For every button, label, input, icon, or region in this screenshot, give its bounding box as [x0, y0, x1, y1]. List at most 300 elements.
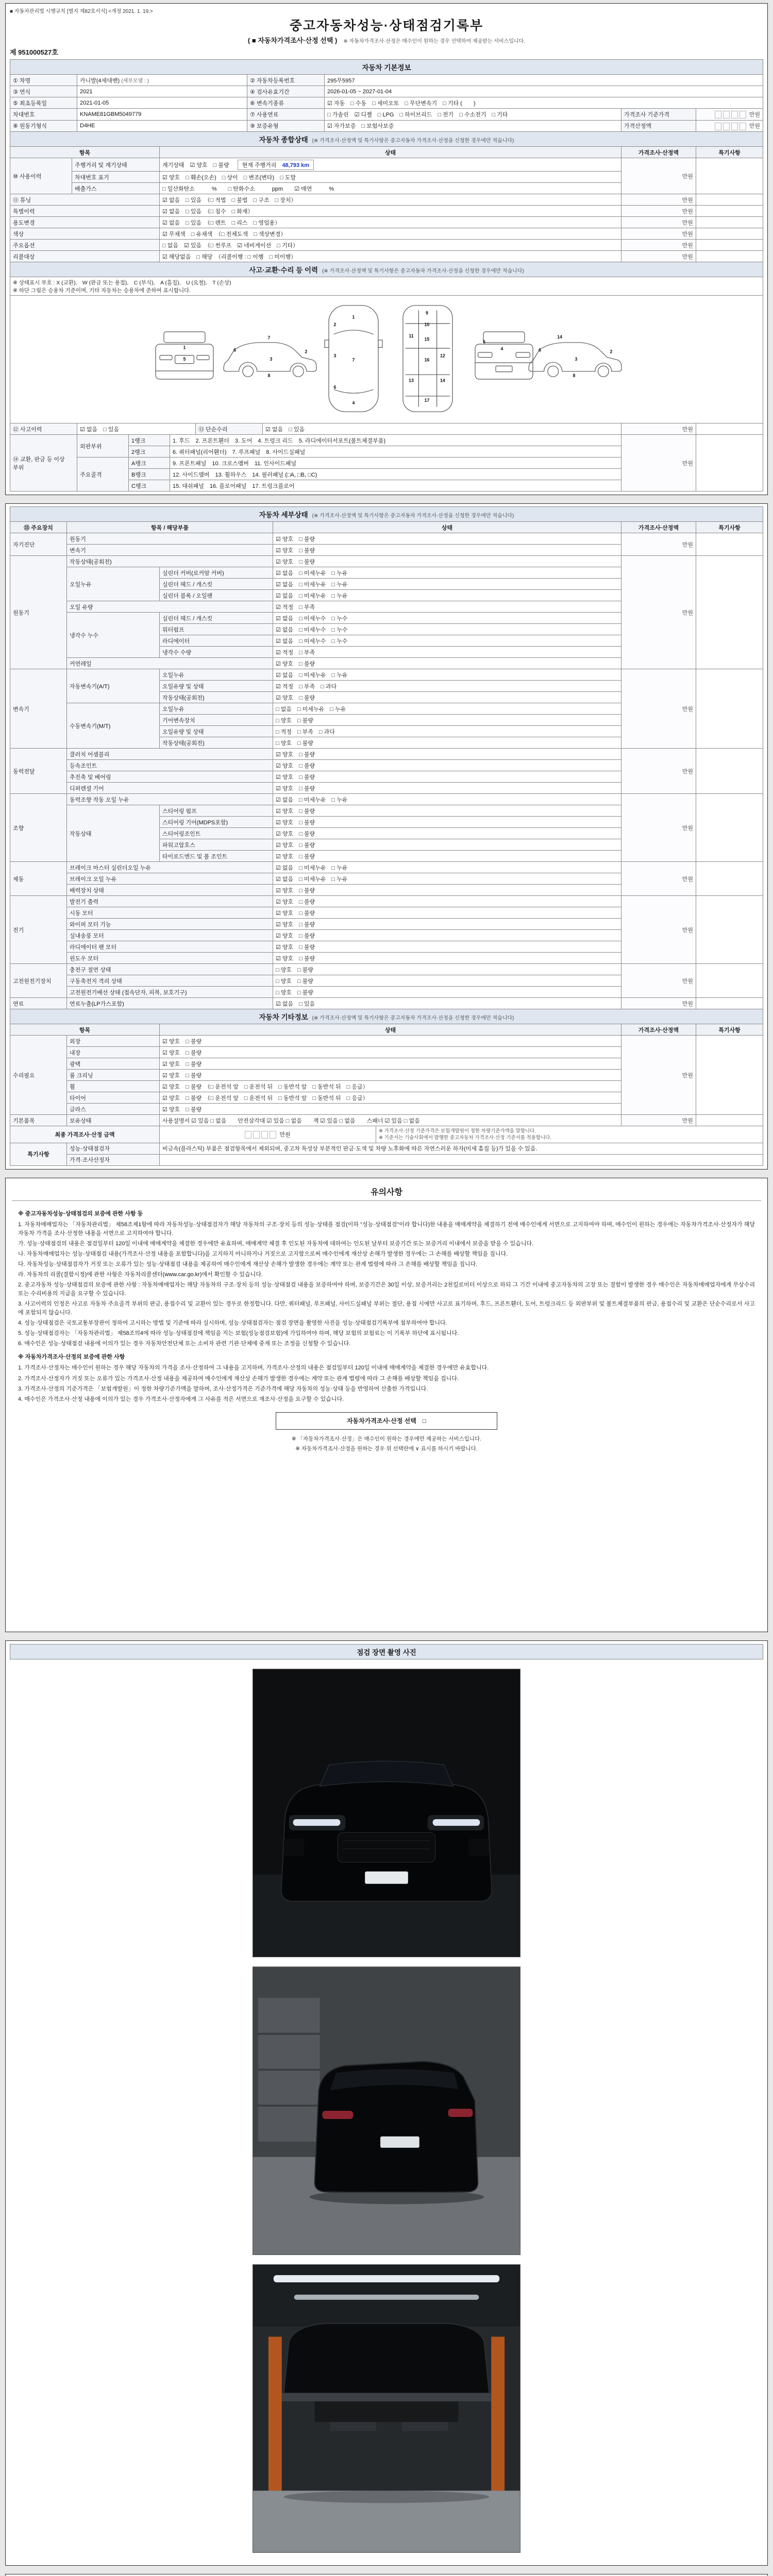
item-label: 클러치 어셈블리: [67, 749, 273, 760]
note-cell: [696, 217, 763, 228]
engine-type-value: D4HE: [77, 120, 247, 132]
notice-paragraph: 1. 자동차매매업자는 「자동차관리법」 제58조제1항에 따라 자동차성능·상태점검자가 해당 자동차의 구조·장치 등의 성능·상태를 점검(이하 "성능·상태점검"이라 합니다)한 내용을 매매계약을 체결하기 전에 매수인에게 서면으로 고지하여야 하며, 매수인이 원하는 경우에는 자동차가격조사·산정자가 해당 자동차 가격을 조사·산정한 내용을 서면으로 고지하여야 합니다.: [18, 1221, 755, 1236]
note-cell: [696, 423, 763, 435]
panel-number: 14: [557, 334, 562, 340]
price-cell: 만원: [621, 533, 696, 556]
price-cell: 만원: [621, 749, 696, 794]
state-cell: ☑ 해당없음 □ 해당 （리콜이행 : □ 이행 □ 미이행）: [160, 251, 621, 262]
notice-footnote: ※ 자동차가격조사·산정을 원하는 경우 위 선택란에 ∨ 표시를 하시기 바랍니다.: [295, 1445, 478, 1452]
state-cell: ☑ 양호 □ 불량: [273, 533, 621, 545]
final-price-notes: [376, 1126, 763, 1143]
device-group-label: 제동: [10, 862, 67, 896]
state-cell: ☑ 양호 □ 불량: [273, 896, 621, 907]
price-cell: 만원: [621, 435, 696, 492]
fuel-type-checkboxes: □ 가솔린 ☑ 디젤 □ LPG □ 하이브리드 □ 전기 □ 수소전기 □ 기타: [325, 109, 621, 121]
state-cell: ☑ 양호 □ 불량: [160, 1058, 621, 1070]
basic-info-table: [10, 59, 763, 132]
etc-info-table: [10, 1009, 763, 1126]
price-cell: 만원: [621, 1036, 696, 1115]
vin-value: KNAME81GBM5049779: [77, 109, 247, 121]
main-form-block: [5, 3, 768, 495]
item-label: 구동축전지 격리 상태: [67, 975, 273, 987]
odometer-state: 계기상태 ☑ 양호 □ 불량: [162, 162, 229, 168]
notice-title: 유의사항: [12, 1181, 761, 1201]
page-subtitle: [10, 35, 763, 45]
rank-label: A랭크: [129, 457, 170, 469]
state-cell: ☑ 양호 □ 불량 （□ 운전석 앞 □ 운전석 뒤 □ 동반석 앞 □ 동반석 뒤 □ 응급）: [160, 1081, 621, 1092]
item-label: 오일누유: [67, 567, 160, 601]
item-label: 배력장치 상태: [67, 885, 273, 896]
inspection-photo-lift: [253, 2264, 520, 2553]
column-header: 특기사항: [696, 522, 763, 533]
item-label: ⑪ 튜닝: [10, 194, 160, 206]
part-label: 라디에이터: [160, 635, 273, 647]
notice-paragraph: 라. 자동차의 리콜(결함시정)에 관한 사항은 자동차리콜센터(www.car.go.kr)에서 확인할 수 있습니다.: [18, 1272, 263, 1278]
legend-line-2: ※ 하단 그림은 승용차 기준이며, 기타 자동차는 승용차에 준하여 표시합니다.: [13, 287, 191, 294]
part-label: 스티어링 펌프: [160, 805, 273, 817]
item-label: 냉각수 누수: [67, 613, 160, 658]
panel-number: 12: [440, 353, 445, 359]
notice-section-title: ※ 중고자동차성능·상태점검의 보증에 관한 사항 등: [18, 1210, 143, 1217]
state-cell: □ 양호 □ 불량: [273, 975, 621, 987]
price-cell: 만원: [621, 669, 696, 749]
panel-number: 9: [425, 310, 428, 316]
final-price-label: 최종 가격조사·산정 금액: [10, 1126, 160, 1143]
notice-paragraph: 다. 자동차성능·상태점검자가 거짓 또는 오류가 있는 성능·상태점검 내용을 제공하여 매수인에게 재산상 손해가 발생한 경우에는 계약 또는 관계 법령에 따라 그 손해를 배상할 책임을 집니다.: [18, 1261, 478, 1268]
column-header: 상태: [160, 1024, 621, 1036]
item-label: 룸 크리닝: [67, 1070, 160, 1081]
device-group-label: 자기진단: [10, 533, 67, 556]
currency-unit: 만원: [749, 123, 760, 130]
panel-number: 8: [267, 373, 271, 379]
price-cell: 만원: [621, 794, 696, 862]
panel-number: 3: [333, 353, 337, 359]
item-label: 배출가스: [72, 183, 160, 194]
panel-number: 8: [573, 373, 576, 379]
price-survey-select-label: 자동차가격조사·산정 선택: [346, 1417, 416, 1425]
item-label: 추진축 및 베어링: [67, 771, 273, 783]
section-title-text: 자동차 세부상태: [259, 511, 308, 519]
state-cell: ☑ 양호 □ 불량: [160, 1104, 621, 1115]
item-label: 용도변경: [10, 217, 160, 228]
inspector-opinion-text: 비금속(플라스틱) 부품은 점검항목에서 제외되며, 중고차 특성상 부분적인 판금·도색 및 차량 노후화에 따른 자연스러운 하자(미세 흠집 등)가 있을 수 있음.: [160, 1143, 763, 1154]
part-label: 타이로드엔드 및 볼 조인트: [160, 851, 273, 862]
state-cell: ☑ 양호 □ 불량: [273, 692, 621, 703]
part-label: 오일유량 및 상태: [160, 726, 273, 737]
accident-history-label: ⑫ 사고이력: [10, 423, 77, 435]
price-survey-select-box: [276, 1412, 497, 1430]
state-cell: □ 양호 □ 불량: [273, 715, 621, 726]
outer-panel-label: 외판부위: [77, 435, 129, 457]
current-mileage-label: 현재 주행거리: [242, 162, 277, 168]
state-cell: ☑ 양호 □ 불량: [273, 828, 621, 839]
note-cell: [696, 158, 763, 194]
part-label: 실린더 블록 / 오일팬: [160, 590, 273, 601]
field-label: ⑤ 최초등록일: [10, 97, 77, 109]
item-label: 연료누출(LP가스포함): [67, 998, 273, 1009]
notice-paragraph: 4. 성능·상태점검은 국토교통부장관이 정하여 고시하는 방법 및 기준에 따라 실시하며, 성능·상태점검자는 점검 장면을 촬영한 사진을 성능·상태점검기록부에 첨부하여야 합니다.: [18, 1320, 447, 1327]
detail-state-table: [10, 506, 763, 1009]
photos-title: 점검 장면 촬영 사진: [10, 1644, 763, 1659]
inspector-opinion-table: [10, 1143, 763, 1166]
opinion-head: 특기사항: [10, 1143, 67, 1165]
item-label: 시동 모터: [67, 907, 273, 919]
note-cell: [696, 533, 763, 556]
notice-paragraphs: [18, 1221, 755, 1349]
rank-label: C랭크: [129, 480, 170, 492]
state-cell: [160, 158, 621, 172]
item-label: 색상: [10, 228, 160, 240]
item-label: 디퍼렌셜 기어: [67, 783, 273, 794]
part-label: 오일유량 및 상태: [160, 681, 273, 692]
model-year-value: 2021: [77, 86, 247, 97]
section-note: (※ 가격조사·산정액 및 특기사항은 중고자동차 가격조사·산정을 신청한 경우에만 적습니다): [312, 1015, 514, 1022]
column-header: 특기사항: [696, 147, 763, 158]
field-label: 가격산정액: [621, 120, 696, 132]
state-cell: ☑ 없음 □ 미세누유 □ 누유: [273, 579, 621, 590]
rank-items: 12. 사이드멤버 13. 휠하우스 14. 필러패널 (□A, □B, □C): [170, 469, 621, 480]
price-cell: 만원: [621, 251, 696, 262]
part-label: 오일누유: [160, 703, 273, 715]
field-label: ⑦ 사용연료: [247, 109, 325, 121]
part-label: 작동상태(공회전): [160, 692, 273, 703]
item-label: 와이퍼 모터 기능: [67, 919, 273, 930]
device-group-label: 동력전달: [10, 749, 67, 794]
notice-paragraph: 2. 중고자동차 성능·상태점검의 보증에 관한 사항 : 자동차매매업자는 해당 자동차의 구조·장치 등의 성능·상태점검 내용을 보증하여야 하며, 보증기간은 30일 이상, 보증거리는 2천킬로미터 이상으로 하되 그 기간 이내에 중고자동차의 고장 또는 결함이 발생한 경우 매수인은 자동차매매업자에게 무상수리 또는 수리비용의 지급을 요구할 수 있습니다.: [18, 1282, 755, 1297]
panel-number: 7: [352, 357, 355, 363]
state-cell: ☑ 없음 □ 미세누유 □ 누유: [273, 669, 621, 681]
section-title-accident: [10, 262, 763, 277]
state-cell: ☑ 양호 □ 불량: [273, 658, 621, 669]
notice-paragraph: 4. 매수인은 가격조사·산정 내용에 이의가 있는 경우 가격조사·산정자에게 그 사유를 적은 서면으로 재조사·산정을 요구할 수 있습니다.: [18, 1396, 344, 1402]
notice-paragraph: 6. 매수인은 성능·상태점검 내용에 이의가 있는 경우 자동차안전단체 또는 소비자 관련 기관·단체에 중재 또는 조정을 신청할 수 있습니다.: [18, 1341, 351, 1347]
note-cell: [696, 206, 763, 217]
vehicle-name-value: [77, 75, 247, 86]
item-label: 실내송풍 모터: [67, 930, 273, 941]
state-cell: ☑ 양호 □ 불량: [160, 1047, 621, 1058]
detail-state-block: [5, 503, 768, 1170]
page-title: 중고자동차성능·상태점검기록부: [289, 19, 484, 33]
final-note-2: ※ 기준서는 기술사회에서 발행한 중고자동차 가격조사·산정 기준서를 적용합니다.: [379, 1134, 552, 1141]
state-cell: ☑ 없음 □ 미세누수 □ 누수: [273, 624, 621, 635]
column-header: 항목 / 해당부품: [67, 522, 273, 533]
inspector-label: 성능·상태점검자: [67, 1143, 160, 1154]
state-cell: ☑ 없음 □ 미세누수 □ 누수: [273, 635, 621, 647]
panel-number: 14: [440, 378, 445, 383]
state-cell: ☑ 양호 □ 불량: [273, 907, 621, 919]
panel-number: 7: [267, 335, 271, 341]
state-cell: ☑ 양호 □ 불량: [273, 941, 621, 953]
item-label: 윈도우 모터: [67, 953, 273, 964]
rank-items: 15. 대쉬패널 16. 플로어패널 17. 트렁크플로어: [170, 480, 621, 492]
panel-number: 2: [610, 349, 613, 354]
rank-items: 6. 쿼터패널(리어휀더) 7. 루프패널 8. 사이드실패널: [170, 446, 621, 457]
digit-boxes: [245, 1132, 278, 1138]
part-label: 스티어링 기어(MDPS포함): [160, 817, 273, 828]
note-cell: [696, 240, 763, 251]
state-code-legend: [10, 277, 763, 296]
panel-number: 6: [233, 347, 237, 353]
field-label: ⑥ 변속기종류: [247, 97, 325, 109]
item-label: 타이어: [67, 1092, 160, 1104]
note-cell: [696, 194, 763, 206]
price-cell: 만원: [621, 896, 696, 964]
price-cell: 만원: [621, 228, 696, 240]
panel-number: 11: [409, 333, 414, 339]
state-cell: ☑ 없음 □ 있음: [263, 423, 621, 435]
notice-paragraph: 3. 사고이력의 인정은 사고로 자동차 주요골격 부위의 판금, 용접수리 및 교환이 있는 경우로 한정합니다. 다만, 쿼터패널, 루프패널, 사이드실패널 부위는 절단, 용접 시에만 사고로 표기하며, 후드, 프론트휀더, 도어, 트렁크리드 등 외판부위 및 볼트체결부품의 판금, 용접수리 및 교환은 단순수리로서 사고에 포함되지 않습니다.: [18, 1301, 755, 1316]
state-cell: ☑ 양호 □ 불량: [273, 953, 621, 964]
rank-label: 1랭크: [129, 435, 170, 446]
field-label: ⑧ 원동기형식: [10, 120, 77, 132]
column-header: 가격조사·산정액: [621, 1024, 696, 1036]
item-label: 브레이크 오일 누유: [67, 873, 273, 885]
panel-number: 2: [305, 349, 308, 354]
notice-paragraph: 3. 가격조사·산정의 기준가격은 「보험개발원」이 정한 차량기준가액을 말하며, 조사·산정가격은 기준가격에 해당 자동차의 성능·상태 등을 반영하여 산출한 가격입니다.: [18, 1385, 428, 1392]
panel-number: 3: [575, 357, 578, 362]
rank-items: 9. 프론트패널 10. 크로스멤버 11. 인사이드패널: [170, 457, 621, 469]
item-label: 리콜대상: [10, 251, 160, 262]
state-cell: ☑ 양호 □ 불량: [160, 1036, 621, 1047]
state-cell: ☑ 양호 □ 훼손(오손) □ 상이 □ 변조(변타) □ 도말: [160, 172, 621, 183]
subtitle-note: ※ 자동차가격조사·산정은 매수인이 원하는 경우 선택하여 제공받는 서비스입니다.: [343, 39, 526, 44]
group-label: 기본품목: [10, 1115, 67, 1126]
current-mileage-box: [238, 160, 314, 170]
section-title-text: 자동차 종합상태: [259, 136, 308, 144]
item-label: 내장: [67, 1047, 160, 1058]
section-note: (※ 가격조사·산정액 및 특기사항은 중고자동차 가격조사·산정을 신청한 경우에만 적습니다): [312, 513, 514, 519]
field-label: ③ 연식: [10, 86, 77, 97]
device-group-label: 고전원전기장치: [10, 964, 67, 998]
state-cell: ☑ 없음 □ 있음: [77, 423, 196, 435]
registration-number-value: 295무5957: [325, 75, 763, 86]
state-cell: ☑ 양호 □ 불량: [273, 783, 621, 794]
vehicle-damage-diagram: [95, 299, 678, 418]
part-label: 파워고압호스: [160, 839, 273, 851]
exchange-panel-table: [10, 434, 763, 492]
price-cell: 만원: [621, 206, 696, 217]
section-note: (※ 가격조사·산정액 및 특기사항은 중고자동차 가격조사·산정을 신청한 경우에만 적습니다): [322, 268, 524, 275]
note-cell: [696, 251, 763, 262]
item-label: 원동기: [67, 533, 273, 545]
final-price-value: [160, 1126, 376, 1143]
notice-section-title: ※ 자동차가격조사·산정의 보증에 관한 사항: [18, 1354, 125, 1361]
field-label: ④ 검사유효기간: [247, 86, 325, 97]
state-cell: 사용설명서 ☑ 있음 □ 없음 안전삼각대 ☑ 있음 □ 없음 잭 ☑ 있음 □ 없음 스패너 ☑ 있음 □ 없음: [160, 1115, 621, 1126]
column-header: 상태: [273, 522, 621, 533]
part-label: 냉각수 수량: [160, 647, 273, 658]
notice-paragraph: 5. 성능·상태점검자는 「자동차관리법」 제58조의4에 따라 성능·상태점검에 책임을 지는 보험(성능점검보험)에 가입하여야 하며, 해당 보험의 보험료는 이 기록부 하단에 표시됩니다.: [18, 1330, 459, 1337]
section-note: (※ 가격조사·산정액 및 특기사항은 중고자동차 가격조사·산정을 신청한 경우에만 적습니다): [312, 138, 514, 144]
state-cell: ☑ 없음 □ 미세누유 □ 누유: [273, 567, 621, 579]
section-title-detail: [10, 507, 763, 522]
state-cell: ☑ 없음 □ 있음: [273, 998, 621, 1009]
panel-number: 4: [500, 346, 503, 352]
inspection-valid-period-value: 2026-01-05 ~ 2027-01-04: [325, 86, 763, 97]
rank-label: 2랭크: [129, 446, 170, 457]
state-cell: ☑ 양호 □ 불량: [273, 545, 621, 556]
item-label: 커먼레일: [67, 658, 273, 669]
price-cell: 만원: [621, 423, 696, 435]
vehicle-name: 카니발(4세대밴): [80, 77, 120, 84]
price-cell: 만원: [621, 964, 696, 998]
item-label: 휠: [67, 1081, 160, 1092]
digit-boxes: [715, 123, 748, 129]
item-label: 외장: [67, 1036, 160, 1047]
state-cell: ☑ 양호 □ 불량: [273, 930, 621, 941]
notice-block: [5, 1178, 768, 1632]
note-cell: [696, 435, 763, 492]
warranty-type-checkboxes: ☑ 자가보증 □ 보험사보증: [325, 120, 621, 132]
item-label: 특별이력: [10, 206, 160, 217]
item-label: 수동변속기(M/T): [67, 703, 160, 749]
submodel-note: (세부모델 : ): [121, 78, 149, 84]
price-cell: 만원: [621, 998, 696, 1009]
state-cell: □ 양호 □ 불량: [273, 964, 621, 975]
price-cell: 만원: [621, 862, 696, 896]
final-note-1: ※ 가격조사·산정 기준가격은 보험개발원이 정한 차량기준가액을 말합니다.: [379, 1128, 536, 1134]
item-label: 주행거리 및 계기상태: [72, 158, 160, 172]
notice-paragraph: 가. 성능·상태점검의 내용은 점검일부터 120일 이내에 매매계약을 체결한 경우에만 유효하며, 매매계약 체결 후 인도된 자동차에 대하여는 인도된 날부터 보증기간 또는 보증거리 이내에서 보증을 받을 수 있습니다.: [18, 1240, 534, 1247]
item-label: 글라스: [67, 1104, 160, 1115]
state-cell: ☑ 양호 □ 불량: [273, 771, 621, 783]
device-group-label: 연료: [10, 998, 67, 1009]
note-cell: [696, 794, 763, 862]
column-header: 상태: [160, 147, 621, 158]
device-group-label: 조향: [10, 794, 67, 862]
comprehensive-state-table: [10, 131, 763, 262]
price-cell: 만원: [621, 240, 696, 251]
state-cell: ☑ 없음 □ 미세누유 □ 누유: [273, 590, 621, 601]
part-label: 오일누유: [160, 669, 273, 681]
group-label: 수리필요: [10, 1036, 67, 1115]
section-title-text: 사고·교환·수리 등 이력: [249, 266, 318, 275]
item-label: 작동상태: [67, 805, 160, 862]
part-label: 작동상태(공회전): [160, 737, 273, 749]
current-mileage-value: 48,793 km: [282, 162, 310, 168]
state-cell: □ 양호 □ 불량: [273, 737, 621, 749]
item-label: 작동상태(공회전): [67, 556, 273, 567]
state-cell: ☑ 없음 □ 있음 （□ 렌트 □ 리스 □ 영업용）: [160, 217, 621, 228]
state-cell: ☑ 양호 □ 불량: [273, 749, 621, 760]
state-cell: □ 적정 □ 부족 □ 과다: [273, 726, 621, 737]
panel-number: 3: [270, 357, 273, 362]
part-label: 워터펌프: [160, 624, 273, 635]
state-cell: ☑ 양호 □ 불량: [273, 919, 621, 930]
state-cell: ☑ 없음 □ 미세누유 □ 누유: [273, 873, 621, 885]
item-label: 등속조인트: [67, 760, 273, 771]
state-cell: □ 없음 ☑ 있음 （□ 썬루프 ☑ 네비게이션 □ 기타）: [160, 240, 621, 251]
currency-unit: 만원: [749, 111, 760, 118]
accident-history-table: [10, 262, 763, 435]
note-cell: [696, 749, 763, 794]
note-cell: [696, 228, 763, 240]
panel-number: 1: [183, 345, 186, 350]
state-cell: □ 없음 □ 미세누유 □ 누유: [273, 703, 621, 715]
state-cell: ☑ 양호 □ 불량: [273, 885, 621, 896]
item-label: 라디에이터 팬 모터: [67, 941, 273, 953]
inspection-photo-rear: [253, 1967, 520, 2255]
currency-unit: 만원: [279, 1131, 291, 1138]
column-header: 항목: [10, 1024, 160, 1036]
photos-block: [5, 1640, 768, 2566]
diagram-cell: [10, 296, 763, 423]
note-cell: [696, 862, 763, 896]
transmission-type-checkboxes: ☑ 자동 □ 수동 □ 세미오토 □ 무단변속기 □ 기타 ( ): [325, 97, 763, 109]
panel-number: 5: [183, 357, 186, 362]
field-label: ② 자동차등록번호: [247, 75, 325, 86]
field-label: 차대번호: [10, 109, 77, 121]
panel-number: 6: [333, 384, 337, 390]
panel-number: 16: [424, 357, 430, 363]
state-cell: ☑ 양호 □ 불량: [273, 839, 621, 851]
note-cell: [696, 1036, 763, 1115]
panel-number: 17: [424, 398, 430, 403]
panel-number: 2: [333, 321, 337, 327]
part-label: 실린더 헤드 / 개스킷: [160, 579, 273, 590]
item-label: 주요옵션: [10, 240, 160, 251]
price-cell: 만원: [621, 158, 696, 194]
document-number: 제 951000527호: [10, 48, 58, 56]
panel-number: 6: [483, 339, 486, 345]
note-cell: [696, 669, 763, 749]
part-label: 실린더 커버(로커암 커버): [160, 567, 273, 579]
state-cell: ☑ 없음 □ 미세누수 □ 누수: [273, 613, 621, 624]
state-cell: ☑ 양호 □ 불량: [273, 556, 621, 567]
section-title-text: 자동차 기타정보: [259, 1013, 308, 1022]
main-frame-label: 주요골격: [77, 457, 129, 492]
item-label: 보유상태: [67, 1115, 160, 1126]
state-cell: ☑ 양호 □ 불량: [273, 817, 621, 828]
notice-paragraph: 2. 가격조사·산정자가 거짓 또는 오류가 있는 가격조사·산정 내용을 제공하여 매수인에게 재산상 손해가 발생한 경우에는 계약 또는 관계 법령에 따라 그 손해를 배상할 책임을 집니다.: [18, 1375, 459, 1382]
part-label: 실린더 헤드 / 개스킷: [160, 613, 273, 624]
final-price-table: [10, 1126, 763, 1143]
section-title-etc: [10, 1009, 763, 1024]
section-title-basic: 자동차 기본정보: [10, 60, 763, 75]
device-group-label: 전기: [10, 896, 67, 964]
state-cell: □ 일산화탄소 % □ 탄화수소 ppm ☑ 매연 %: [160, 183, 621, 194]
state-cell: □ 양호 □ 불량: [273, 987, 621, 998]
state-cell: ☑ 적정 □ 부족: [273, 601, 621, 613]
state-cell: ☑ 없음 □ 있음 （□ 침수 □ 화재）: [160, 206, 621, 217]
appraiser-label: 가격·조사산정자: [67, 1154, 160, 1165]
note-cell: [696, 1115, 763, 1126]
item-label: 차대번호 표기: [72, 172, 160, 183]
rank-label: B랭크: [129, 469, 170, 480]
state-cell: ☑ 없음 □ 미세누유 □ 누유: [273, 862, 621, 873]
notice-paragraph: 1. 가격조사·산정자는 매수인이 원하는 경우 해당 자동차의 가격을 조사·산정하여 그 내용을 고지하며, 가격조사·산정의 내용은 점검일부터 120일 이내에 매매계약을 체결한 경우에만 유효합니다.: [18, 1365, 489, 1371]
calc-price-value: [696, 120, 763, 132]
panel-number: 13: [409, 378, 414, 383]
item-label: 자동변속기(A/T): [67, 669, 160, 703]
legend-line-1: ※ 상태표시 부호 : X (교환), W (판금 또는 용접), C (부식), A (흠집), U (요철), T (손상): [13, 279, 231, 286]
notice-paragraph: 나. 자동차매매업자는 성능·상태점검 내용(가격조사·산정 내용을 포함합니다)을 고지하지 아니하거나 거짓으로 고지함으로써 매수인에게 재산상 손해가 발생한 경우에는 그 손해를 배상할 책임을 집니다.: [18, 1250, 508, 1257]
notice-footnote: ※ 「자동차가격조사·산정」은 매수인이 원하는 경우에만 제공하는 서비스입니다.: [291, 1436, 482, 1443]
state-cell: ☑ 양호 □ 불량: [273, 805, 621, 817]
base-price-value: [696, 109, 763, 121]
part-label: 스티어링조인트: [160, 828, 273, 839]
state-cell: ☑ 적정 □ 부족: [273, 647, 621, 658]
first-registration-value: 2021-01-05: [77, 97, 247, 109]
price-cell: 만원: [621, 217, 696, 228]
group-label: ⑩ 사용이력: [10, 158, 72, 194]
rank-items: 1. 후드 2. 프론트휀더 3. 도어 4. 트렁크 리드 5. 라디에이터서포트(볼트체결부품): [170, 435, 621, 446]
panel-number: 1: [352, 314, 355, 320]
device-group-label: 원동기: [10, 556, 67, 669]
panel-number: 10: [424, 321, 430, 327]
field-label: 가격조사 기준가격: [621, 109, 696, 121]
notice-paragraphs: [18, 1364, 755, 1403]
